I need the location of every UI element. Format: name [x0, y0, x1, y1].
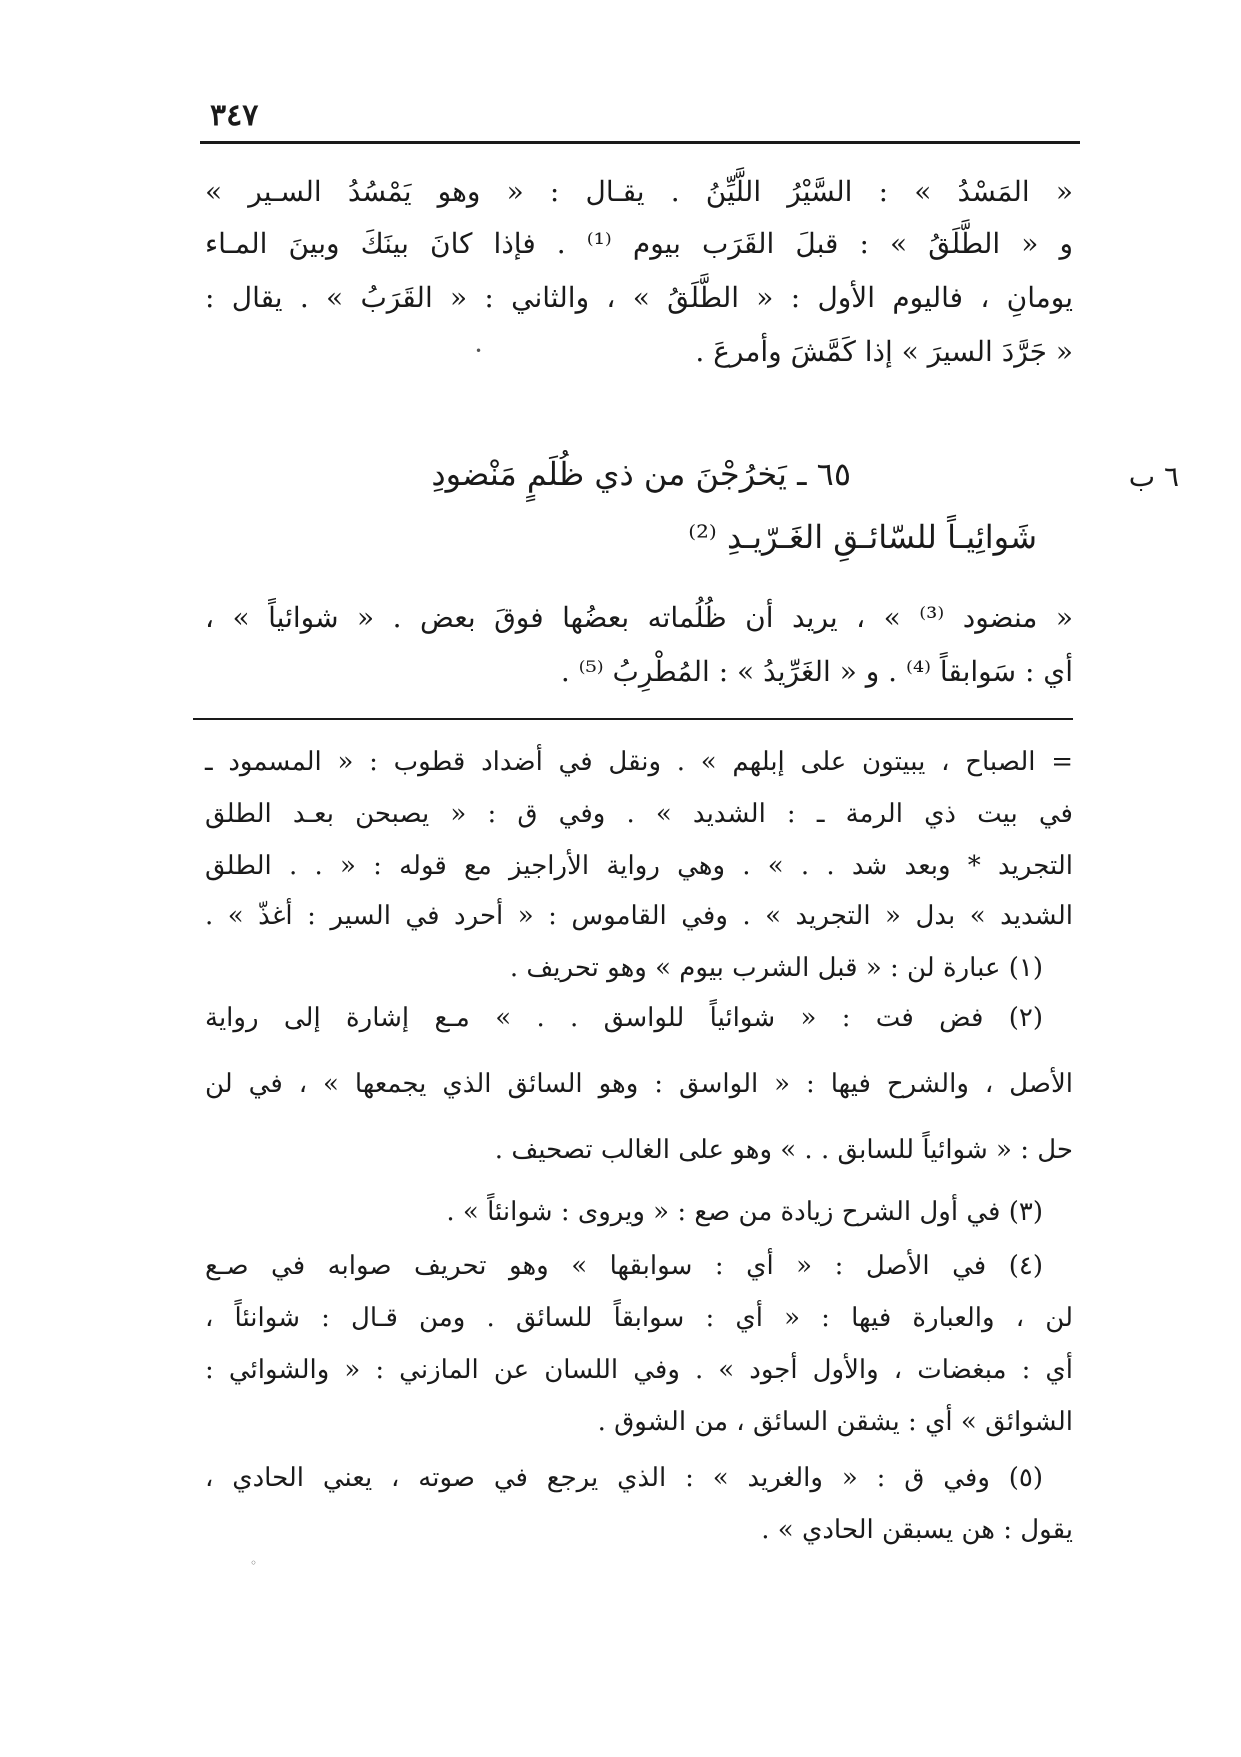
- footnote-line: يقول : هن يسبقن الحادي » .: [761, 1515, 1073, 1545]
- main-text-line: يومانِ ، فاليوم الأول : « الطَّلَقُ » ، والثاني : « القَرَبُ » . يقال :: [205, 281, 1073, 314]
- commentary-line: أي : سَوابقاً ⁽⁴⁾ . و « الغَرِّيدُ » : المُطْرِبُ ⁽⁵⁾ .: [560, 655, 1073, 688]
- header-rule: [200, 141, 1080, 144]
- footnote-line: = الصباح ، يبيتون على إبلهم » . ونقل في أضداد قطوب : « المسمود ـ: [205, 747, 1073, 777]
- main-text-line: و « الطَّلَقُ » : قبلَ القَرَب بيوم ⁽¹⁾ . فإذا كانَ بينَكَ وبينَ المـاء: [205, 227, 1073, 260]
- main-text-line: « المَسْدُ » : السَّيْرُ اللَّيِّنُ . يقـال : « وهو يَمْسُدُ السـير »: [205, 175, 1073, 208]
- footnote-line: الأصل ، والشرح فيها : « الواسق : وهو السائق الذي يجمعها » ، في لن: [205, 1069, 1073, 1099]
- footnote-line: الشوائق » أي : يشقن السائق ، من الشوق .: [597, 1407, 1073, 1437]
- footnote-line: أي : مبغضات ، والأول أجود » . وفي اللسان عن المازني : « والشوائي :: [205, 1355, 1073, 1385]
- footnote-line: (٤) في الأصل : « أي : سوابقها » وهو تحريف صوابه في صـع: [205, 1251, 1043, 1281]
- footnote-line: (٥) وفي ق : « والغريد » : الذي يرجع في صوته ، يعني الحادي ،: [205, 1463, 1043, 1493]
- footnote-line: (١) عبارة لن : « قبل الشرب بيوم » وهو تحريف .: [509, 953, 1043, 983]
- verse-line-2: شَوائِيـاً للسّائـقِ الغَـرّيـدِ ⁽²⁾: [688, 518, 1037, 556]
- footnote-separator: [193, 718, 1073, 720]
- dot-mark: •: [475, 344, 483, 358]
- footnote-line: (٣) في أول الشرح زيادة من صع : « ويروى : شوانئاً » .: [446, 1197, 1043, 1227]
- page-number: ٣٤٧: [210, 98, 259, 133]
- footnote-line: في بيت ذي الرمة ـ : الشديد » . وفي ق : « يصبحن بعـد الطلق: [205, 799, 1073, 829]
- footnote-line: لن ، والعبارة فيها : « أي : سوابقاً للسائق . ومن قـال : شوانئاً ،: [205, 1303, 1073, 1333]
- dot-mark: ◦: [250, 1556, 258, 1570]
- footnote-line: حل : « شوائياً للسابق . . » وهو على الغالب تصحيف .: [494, 1135, 1073, 1165]
- folio-marker: ٦ ب: [1128, 460, 1179, 493]
- footnote-line: الشديد » بدل « التجريد » . وفي القاموس : « أحرد في السير : أغذّ » .: [205, 901, 1073, 931]
- commentary-line: « منضود ⁽³⁾ » ، يريد أن ظُلُماته بعضُها فوقَ بعض . « شوائياً » ،: [205, 601, 1073, 634]
- verse-line-1: ٦٥ ـ يَخرُجْنَ من ذي ظُلَمٍ مَنْضودِ: [431, 455, 851, 493]
- main-text-line: « جَرَّدَ السيرَ » إذا كَمَّشَ وأمرعَ .: [695, 335, 1073, 368]
- footnote-line: التجريد * وبعد شد . . » . وهي رواية الأراجيز مع قوله : « . . الطلق: [205, 851, 1073, 881]
- footnote-line: (٢) فض فت : « شوائياً للواسق . . » مـع إشارة إلى رواية: [205, 1003, 1043, 1033]
